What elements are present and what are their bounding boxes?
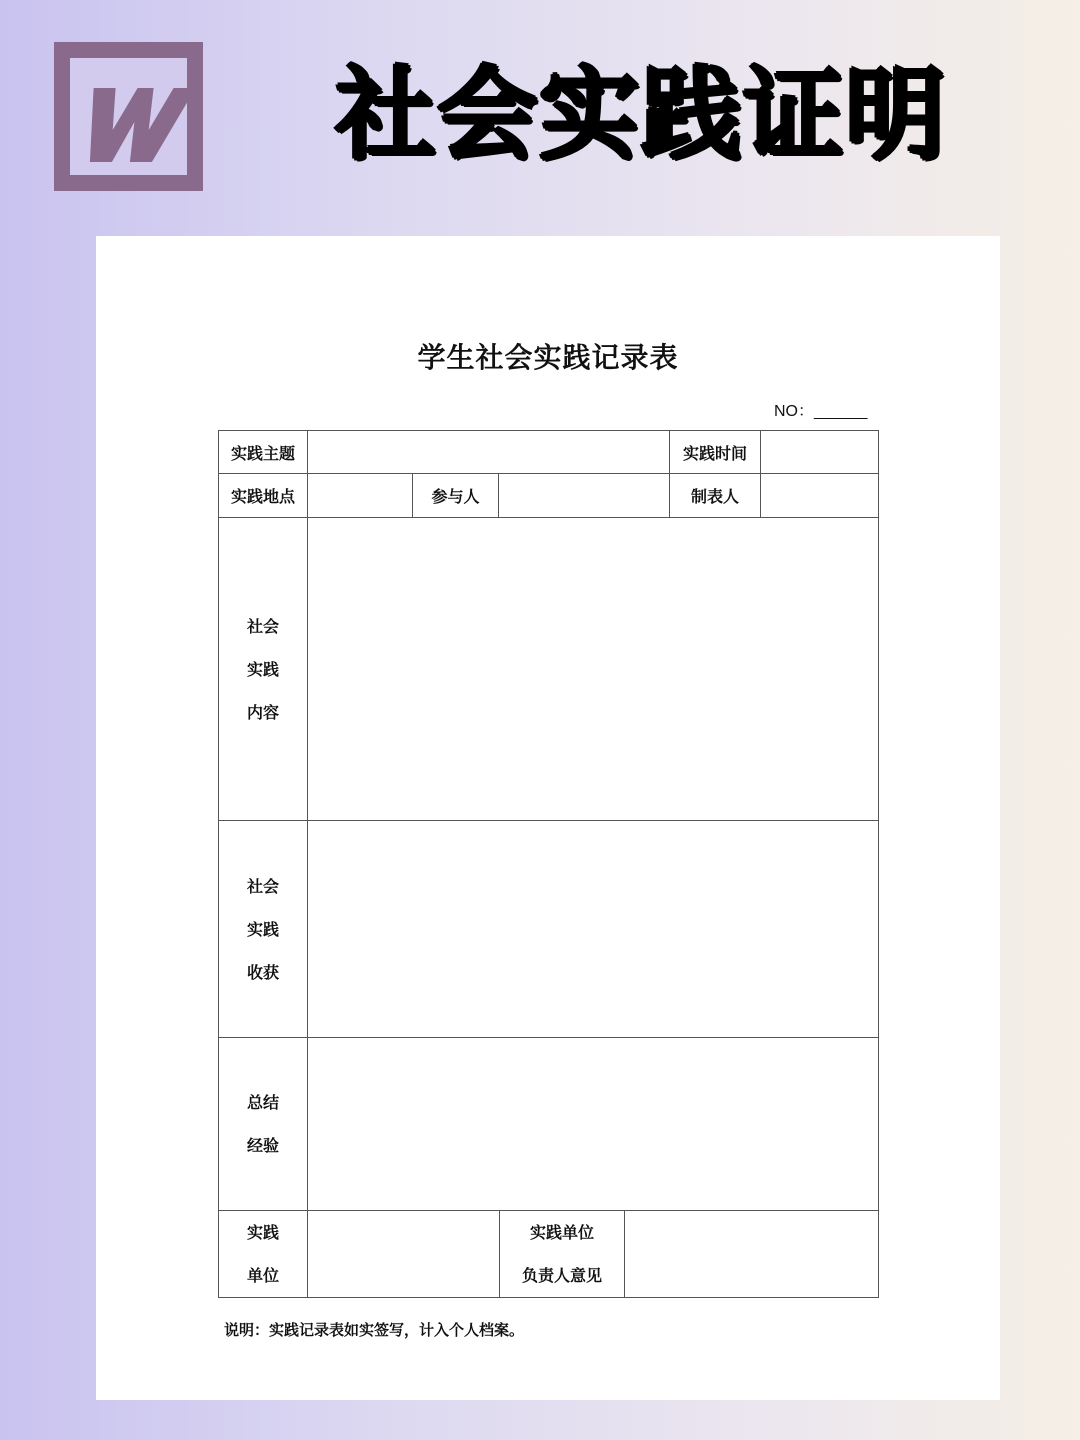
participants-label: 参与人 bbox=[413, 474, 499, 518]
topic-value-cell[interactable] bbox=[308, 431, 670, 474]
content-label-line: 内容 bbox=[246, 702, 279, 722]
location-label: 实践地点 bbox=[219, 474, 308, 518]
document-title: 学生社会实践记录表 bbox=[417, 341, 679, 374]
document-number: NO：______ bbox=[774, 403, 868, 420]
logo-background bbox=[70, 58, 187, 175]
summary-label-line: 经验 bbox=[246, 1136, 279, 1155]
unit-opinion-label-line: 负责人意见 bbox=[521, 1266, 602, 1285]
table-row bbox=[219, 1038, 879, 1211]
preparer-value-cell[interactable] bbox=[761, 474, 879, 518]
table-row bbox=[219, 1211, 879, 1298]
unit-opinion-label-line: 实践单位 bbox=[529, 1223, 594, 1242]
content-value-cell[interactable] bbox=[308, 518, 879, 821]
harvest-label-line: 社会 bbox=[246, 876, 279, 896]
harvest-label-line: 实践 bbox=[246, 919, 279, 939]
table-row bbox=[219, 518, 879, 821]
participants-value-cell[interactable] bbox=[499, 474, 670, 518]
harvest-label-line: 收获 bbox=[246, 962, 279, 982]
unit-label-line: 单位 bbox=[246, 1266, 279, 1285]
time-label: 实践时间 bbox=[670, 431, 761, 474]
document-page bbox=[96, 236, 1000, 1400]
content-label-line: 实践 bbox=[246, 659, 279, 679]
unit-label-line: 实践 bbox=[246, 1223, 279, 1242]
unit-opinion-label bbox=[500, 1211, 625, 1298]
record-form-table bbox=[218, 430, 879, 1298]
summary-label bbox=[219, 1038, 308, 1211]
instruction-note: 说明：实践记录表如实签写，计入个人档案。 bbox=[224, 1321, 525, 1339]
table-row bbox=[219, 474, 879, 518]
topic-label: 实践主题 bbox=[219, 431, 308, 474]
unit-label bbox=[219, 1211, 308, 1298]
unit-value-cell[interactable] bbox=[308, 1211, 500, 1298]
summary-label-line: 总结 bbox=[246, 1093, 279, 1112]
harvest-label bbox=[219, 821, 308, 1038]
preparer-label: 制表人 bbox=[670, 474, 761, 518]
unit-opinion-value-cell[interactable] bbox=[625, 1211, 879, 1298]
summary-value-cell[interactable] bbox=[308, 1038, 879, 1211]
location-value-cell[interactable] bbox=[308, 474, 413, 518]
content-label bbox=[219, 518, 308, 821]
table-row bbox=[219, 431, 879, 474]
content-label-line: 社会 bbox=[246, 616, 279, 636]
time-value-cell[interactable] bbox=[761, 431, 879, 474]
word-logo-icon bbox=[54, 42, 203, 191]
banner-title: 社会实践证明 bbox=[335, 56, 947, 173]
harvest-value-cell[interactable] bbox=[308, 821, 879, 1038]
table-row bbox=[219, 821, 879, 1038]
logo-letter-w bbox=[70, 58, 187, 175]
